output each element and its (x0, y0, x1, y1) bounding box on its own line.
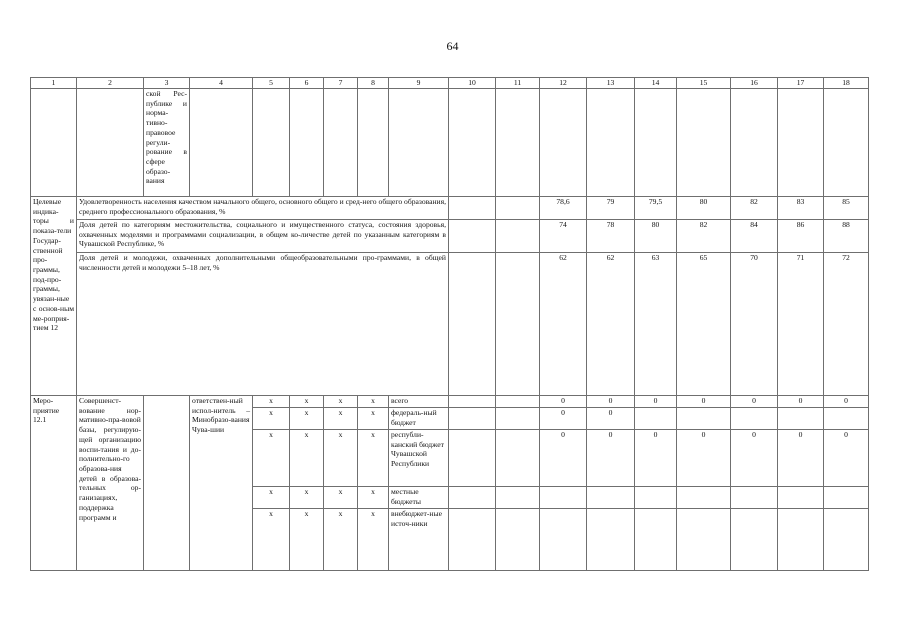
indicator-text: Доля детей по категориям местожительства, социального и имущественного статуса, состояния здоровья, охваченных моделями и программами социализации, в общем ко-личестве детей по указанным категориям в Чувашской Республике, % (77, 220, 449, 253)
indicator-value: 84 (731, 220, 778, 253)
mark-cell: x (358, 509, 389, 571)
mark-cell: x (253, 430, 290, 487)
funding-source: местные бюджеты (389, 487, 449, 509)
column-header: 6 (290, 78, 324, 89)
funding-source: республи-канский бюджет Чувашской Республики (389, 430, 449, 487)
funding-value (778, 408, 824, 430)
funding-value (731, 487, 778, 509)
funding-value (635, 487, 677, 509)
column-header: 4 (190, 78, 253, 89)
measure-executor: ответствен-ный испол-нитель – Минобразо-вания Чува-шии (190, 396, 253, 571)
indicator-value: 65 (677, 253, 731, 396)
continuation-cell: ской Рес-публике и норма-тивно-правовое регули-рование в сфере образо-вания (144, 89, 190, 197)
funding-value: 0 (587, 396, 635, 408)
funding-value: 0 (731, 396, 778, 408)
indicator-value: 74 (540, 220, 587, 253)
funding-source: всего (389, 396, 449, 408)
mark-cell: x (253, 396, 290, 408)
column-header: 1 (31, 78, 77, 89)
column-header: 18 (824, 78, 869, 89)
mark-cell: x (290, 487, 324, 509)
indicator-text: Удовлетворенность населения качеством начального общего, основного общего и сред-него общего образования, среднего профессионального образования, % (77, 197, 449, 220)
indicator-value: 82 (677, 220, 731, 253)
funding-value (587, 509, 635, 571)
column-header-row (31, 78, 869, 89)
mark-cell: x (358, 487, 389, 509)
funding-value (587, 487, 635, 509)
funding-value (824, 509, 869, 571)
mark-cell: x (253, 487, 290, 509)
indicator-value: 78,6 (540, 197, 587, 220)
funding-value: 0 (824, 430, 869, 487)
mark-cell: x (290, 396, 324, 408)
column-header: 12 (540, 78, 587, 89)
indicators-label: Целевые индика-торы и показа-тели Государ-ственной про-граммы, под-про-граммы, увязан-ные с основ-ным ме-роприя-тием 12 (31, 197, 77, 396)
mark-cell: x (324, 408, 358, 430)
mark-cell: x (358, 396, 389, 408)
funding-value: 0 (824, 396, 869, 408)
funding-value (540, 487, 587, 509)
measure-label: Меро-приятие 12.1 (31, 396, 77, 571)
column-header: 15 (677, 78, 731, 89)
column-header: 9 (389, 78, 449, 89)
indicator-value: 71 (778, 253, 824, 396)
mark-cell: x (253, 509, 290, 571)
indicator-value: 62 (587, 253, 635, 396)
indicator-value: 80 (635, 220, 677, 253)
page-number: 64 (446, 39, 459, 53)
indicator-value: 82 (731, 197, 778, 220)
funding-value: 0 (677, 396, 731, 408)
indicator-value: 86 (778, 220, 824, 253)
indicator-text: Доля детей и молодежи, охваченных дополнительными общеобразовательными про-граммами, в общей численности детей и молодежи 5–18 лет, % (77, 253, 449, 396)
funding-value: 0 (540, 408, 587, 430)
mark-cell: x (290, 430, 324, 487)
indicator-value: 88 (824, 220, 869, 253)
funding-value (677, 509, 731, 571)
funding-value (731, 509, 778, 571)
funding-value: 0 (540, 396, 587, 408)
funding-value: 0 (778, 396, 824, 408)
mark-cell: x (358, 430, 389, 487)
indicator-value: 70 (731, 253, 778, 396)
mark-cell: x (324, 487, 358, 509)
funding-value (824, 408, 869, 430)
mark-cell: x (253, 408, 290, 430)
funding-value: 0 (731, 430, 778, 487)
funding-value: 0 (635, 396, 677, 408)
indicator-value: 78 (587, 220, 635, 253)
indicator-row (31, 253, 869, 396)
funding-value: 0 (677, 430, 731, 487)
continuation-row (31, 89, 869, 197)
measure-title: Совершенст-вование нор-мативно-пра-вовой базы, регулирую-щей организацию воспи-тания и до-полнительно-го образова-ния детей в образова-тельных ор-ганизациях, поддержка программ и (77, 396, 144, 571)
mark-cell: x (358, 408, 389, 430)
mark-cell: x (290, 509, 324, 571)
indicator-value: 63 (635, 253, 677, 396)
mark-cell: x (290, 408, 324, 430)
column-header: 16 (731, 78, 778, 89)
funding-value (824, 487, 869, 509)
funding-value (778, 487, 824, 509)
column-header: 14 (635, 78, 677, 89)
column-header: 11 (496, 78, 540, 89)
indicator-value: 79 (587, 197, 635, 220)
funding-value: 0 (587, 430, 635, 487)
indicator-value: 83 (778, 197, 824, 220)
indicator-value: 85 (824, 197, 869, 220)
column-header: 8 (358, 78, 389, 89)
funding-value: 0 (540, 430, 587, 487)
column-header: 13 (587, 78, 635, 89)
indicator-value: 62 (540, 253, 587, 396)
indicator-row (31, 220, 869, 253)
indicator-value: 79,5 (635, 197, 677, 220)
indicator-value: 80 (677, 197, 731, 220)
column-header: 3 (144, 78, 190, 89)
mark-cell: x (324, 396, 358, 408)
column-header: 7 (324, 78, 358, 89)
column-header: 2 (77, 78, 144, 89)
indicator-value: 72 (824, 253, 869, 396)
funding-source: федераль-ный бюджет (389, 408, 449, 430)
indicator-row (31, 197, 869, 220)
funding-value (635, 408, 677, 430)
funding-value (677, 487, 731, 509)
column-header: 17 (778, 78, 824, 89)
funding-value (731, 408, 778, 430)
column-header: 5 (253, 78, 290, 89)
column-header: 10 (449, 78, 496, 89)
mark-cell: x (324, 509, 358, 571)
funding-value: 0 (778, 430, 824, 487)
funding-value (635, 509, 677, 571)
funding-value: 0 (587, 408, 635, 430)
funding-row (31, 396, 869, 408)
funding-value: 0 (635, 430, 677, 487)
funding-value (540, 509, 587, 571)
funding-value (778, 509, 824, 571)
funding-source: внебюджет-ные источ-ники (389, 509, 449, 571)
mark-cell: x (324, 430, 358, 487)
program-table (30, 77, 869, 571)
funding-value (677, 408, 731, 430)
